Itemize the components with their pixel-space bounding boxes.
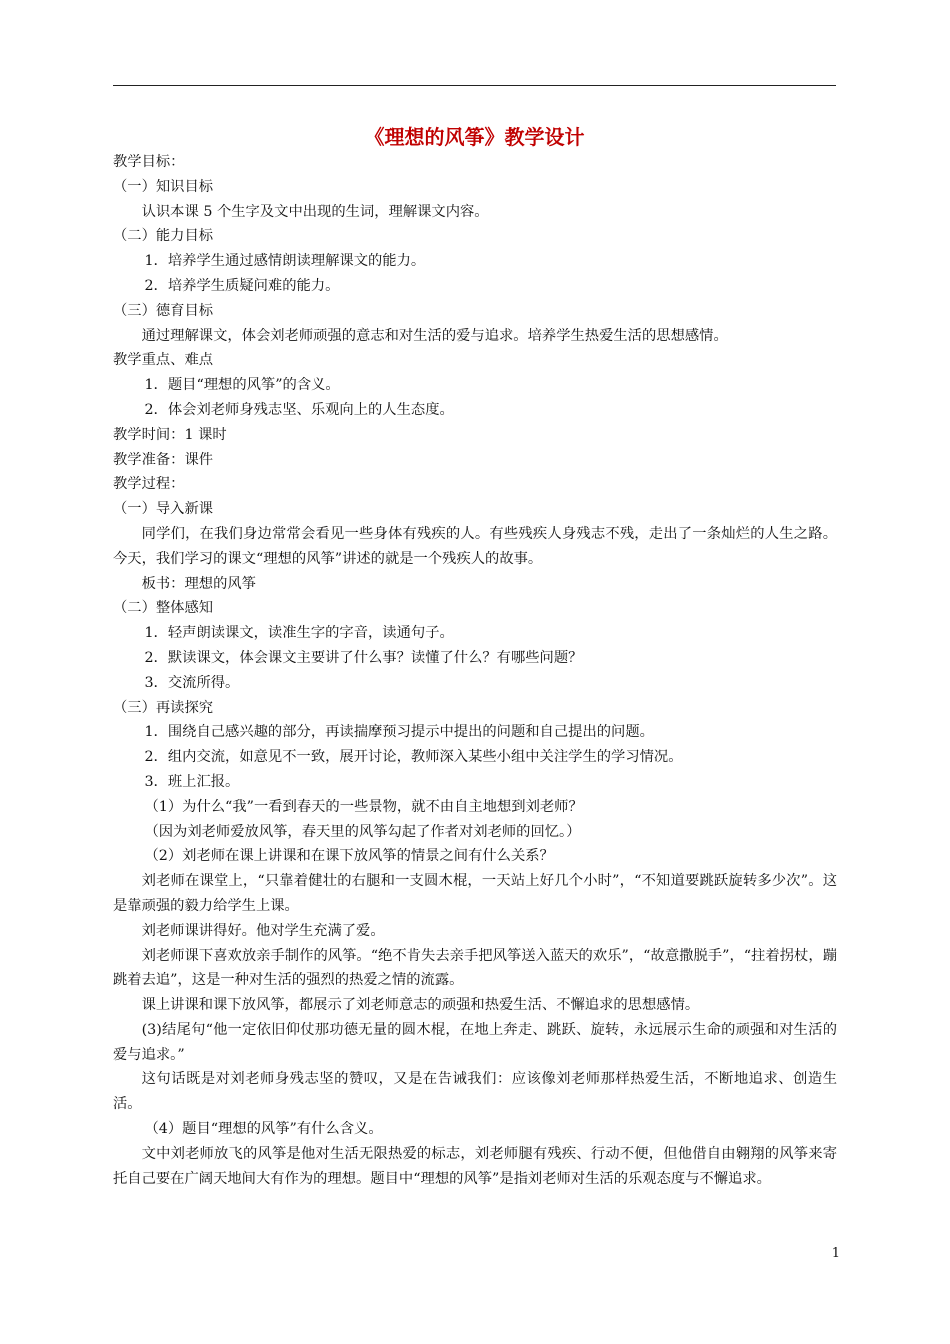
- body-line: 1．题目“理想的风筝”的含义。: [144, 377, 340, 394]
- body-line: 这句话既是对刘老师身残志坚的赞叹，又是在告诫我们：应该像刘老师那样热爱生活，不断地追求、创造生活。: [113, 1071, 837, 1113]
- body-line: 1．围绕自己感兴趣的部分，再读揣摩预习提示中提出的问题和自己提出的问题。: [144, 724, 654, 741]
- body-line: 1．培养学生通过感情朗读理解课文的能力。: [144, 253, 426, 270]
- body-line: 刘老师课讲得好。他对学生充满了爱。: [141, 922, 385, 939]
- body-line: 文中刘老师放飞的风筝是他对生活无限热爱的标志，刘老师腿有残疾、行动不便，但他借自由翱翔的风筝来寄托自己要在广阔天地间大有作为的理想。题目中“理想的风筝”是指刘老师对生活的乐观态度与不懈追求。: [113, 1145, 837, 1187]
- body-line: 刘老师在课堂上，“只靠着健壮的右腿和一支圆木棍，一天站上好几个小时”，“不知道要跳跃旋转多少次”。这是靠顽强的毅力给学生上课。: [113, 873, 837, 914]
- body-line: 课上讲课和课下放风筝，都展示了刘老师意志的顽强和热爱生活、不懈追求的思想感情。: [141, 997, 700, 1014]
- body-line: （2）刘老师在课上讲课和在课下放风筝的情景之间有什么关系？: [144, 848, 554, 865]
- body-line: (3)结尾句“他一定依旧仰仗那功德无量的圆木棍，在地上奔走、跳跃、旋转，永远展示生命的顽强和对生活的爱与追求。”: [113, 1021, 837, 1063]
- body-line: 教学过程：: [113, 476, 185, 493]
- body-line: 认识本课 5 个生字及文中出现的生词，理解课文内容。: [141, 203, 489, 220]
- body-line: 2．组内交流，如意见不一致，展开讨论，教师深入某些小组中关注学生的学习情况。: [144, 749, 683, 766]
- body-line: 板书：理想的风筝: [141, 575, 256, 592]
- body-line: 3．班上汇报。: [144, 773, 240, 790]
- document-title: 《理想的风筝》教学设计: [364, 125, 585, 149]
- body-line: 教学时间：1 课时: [113, 426, 227, 443]
- body-line: 教学目标：: [113, 154, 185, 170]
- body-line: 3．交流所得。: [144, 674, 240, 691]
- body-line: 刘老师课下喜欢放亲手制作的风筝。“绝不肯失去亲手把风筝送入蓝天的欢乐”，“故意撒脱手”，“拄着拐杖，蹦跳着去追”，这是一种对生活的强烈的热爱之情的流露。: [113, 947, 837, 989]
- body-line: 2．体会刘老师身残志坚、乐观向上的人生态度。: [144, 401, 454, 418]
- body-line: 同学们，在我们身边常常会看见一些身体有残疾的人。有些残疾人身残志不残，走出了一条灿烂的人生之路。今天，我们学习的课文“理想的风筝”讲述的就是一个残疾人的故事。: [113, 525, 837, 567]
- body-line: （二）能力目标: [113, 228, 214, 245]
- body-line: （二）整体感知: [113, 600, 214, 617]
- body-line: （一）知识目标: [113, 178, 214, 195]
- body-line: 教学准备：课件: [113, 451, 214, 468]
- body-line: 教学重点、难点: [113, 352, 214, 369]
- header-rule: [113, 85, 836, 86]
- body-line: （4）题目“理想的风筝”有什么含义。: [144, 1121, 383, 1138]
- document-body: [113, 150, 837, 1191]
- body-line: 2．培养学生质疑问难的能力。: [144, 277, 340, 294]
- body-line: 通过理解课文，体会刘老师顽强的意志和对生活的爱与追求。培养学生热爱生活的思想感情。: [141, 327, 728, 344]
- body-line: （三）德育目标: [113, 302, 214, 319]
- body-line: （1）为什么“我”一看到春天的一些景物，就不由自主地想到刘老师？: [144, 798, 583, 815]
- body-line: （三）再读探究: [113, 699, 214, 716]
- body-line: （一）导入新课: [113, 501, 214, 518]
- body-line: 2．默读课文，体会课文主要讲了什么事？读懂了什么？有哪些问题？: [144, 649, 583, 666]
- body-line: 1．轻声朗读课文，读准生字的字音，读通句子。: [144, 625, 454, 642]
- body-line: （因为刘老师爱放风筝，春天里的风筝勾起了作者对刘老师的回忆。）: [144, 823, 581, 840]
- page-number: 1: [831, 1246, 840, 1261]
